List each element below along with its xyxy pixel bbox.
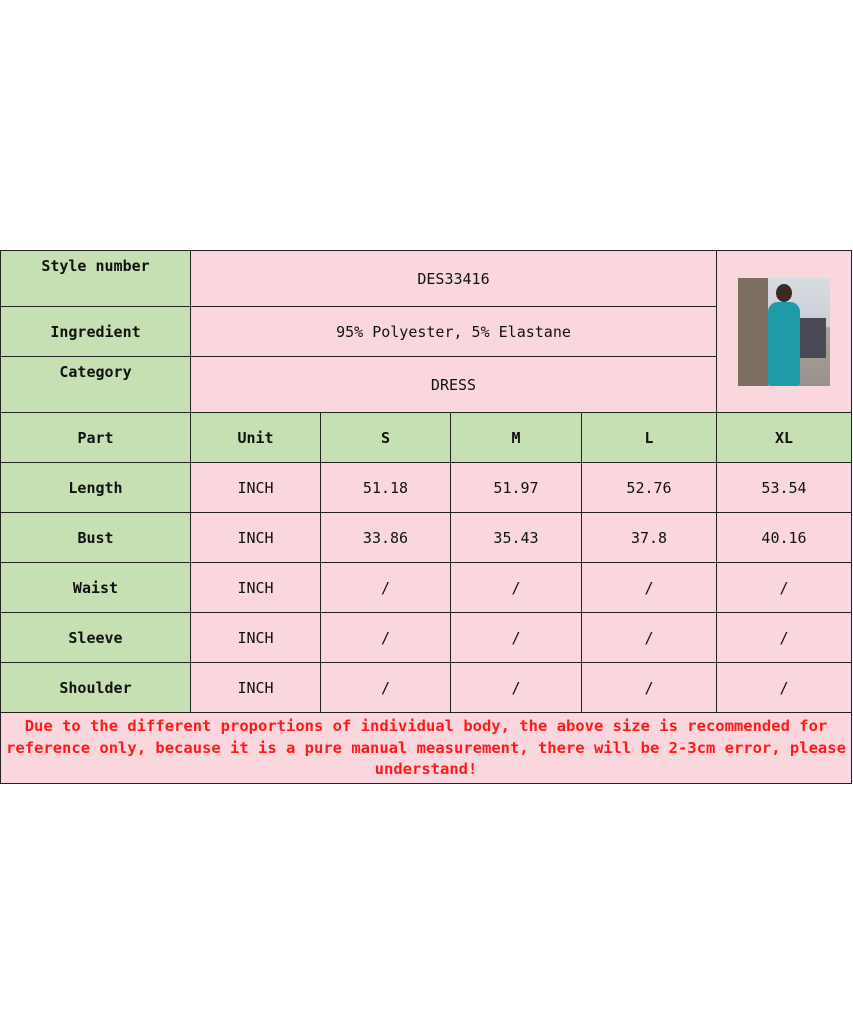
table-row: [1, 513, 852, 563]
value-cell: 37.8: [582, 513, 717, 563]
unit-cell: INCH: [191, 663, 321, 713]
value-cell: /: [321, 663, 451, 713]
header-size-m: M: [451, 413, 582, 463]
value-cell: /: [717, 563, 852, 613]
value-cell: /: [717, 613, 852, 663]
value-cell: /: [451, 663, 582, 713]
unit-cell: INCH: [191, 513, 321, 563]
note-row: [1, 713, 852, 784]
header-row: [1, 413, 852, 463]
table-row: [1, 463, 852, 513]
unit-cell: INCH: [191, 563, 321, 613]
value-cell: 40.16: [717, 513, 852, 563]
value-cell: /: [321, 563, 451, 613]
category-label: Category: [1, 357, 191, 413]
header-size-xl: XL: [717, 413, 852, 463]
disclaimer-note: Due to the different proportions of individual body, the above size is recommended for reference only, because it is a pure manual measurement, there will be 2-3cm error, please understand!: [1, 713, 852, 784]
table-row: [1, 613, 852, 663]
part-label: Sleeve: [1, 613, 191, 663]
value-cell: /: [582, 663, 717, 713]
value-cell: /: [717, 663, 852, 713]
value-cell: 35.43: [451, 513, 582, 563]
header-size-l: L: [582, 413, 717, 463]
value-cell: 53.54: [717, 463, 852, 513]
style-number-row: [1, 251, 852, 307]
product-photo-icon: [738, 278, 830, 386]
value-cell: 51.97: [451, 463, 582, 513]
value-cell: 51.18: [321, 463, 451, 513]
size-chart-table: [0, 250, 852, 784]
value-cell: /: [451, 613, 582, 663]
value-cell: 33.86: [321, 513, 451, 563]
value-cell: /: [451, 563, 582, 613]
header-size-s: S: [321, 413, 451, 463]
part-label: Bust: [1, 513, 191, 563]
value-cell: /: [582, 613, 717, 663]
part-label: Length: [1, 463, 191, 513]
table-row: [1, 563, 852, 613]
category-value: DRESS: [191, 357, 717, 413]
product-photo-cell: [717, 251, 852, 413]
part-label: Shoulder: [1, 663, 191, 713]
size-chart: [0, 250, 851, 784]
style-number-value: DES33416: [191, 251, 717, 307]
part-label: Waist: [1, 563, 191, 613]
ingredient-value: 95% Polyester, 5% Elastane: [191, 307, 717, 357]
value-cell: /: [582, 563, 717, 613]
header-part: Part: [1, 413, 191, 463]
value-cell: 52.76: [582, 463, 717, 513]
style-number-label: Style number: [1, 251, 191, 307]
value-cell: /: [321, 613, 451, 663]
unit-cell: INCH: [191, 463, 321, 513]
header-unit: Unit: [191, 413, 321, 463]
unit-cell: INCH: [191, 613, 321, 663]
ingredient-label: Ingredient: [1, 307, 191, 357]
table-row: [1, 663, 852, 713]
